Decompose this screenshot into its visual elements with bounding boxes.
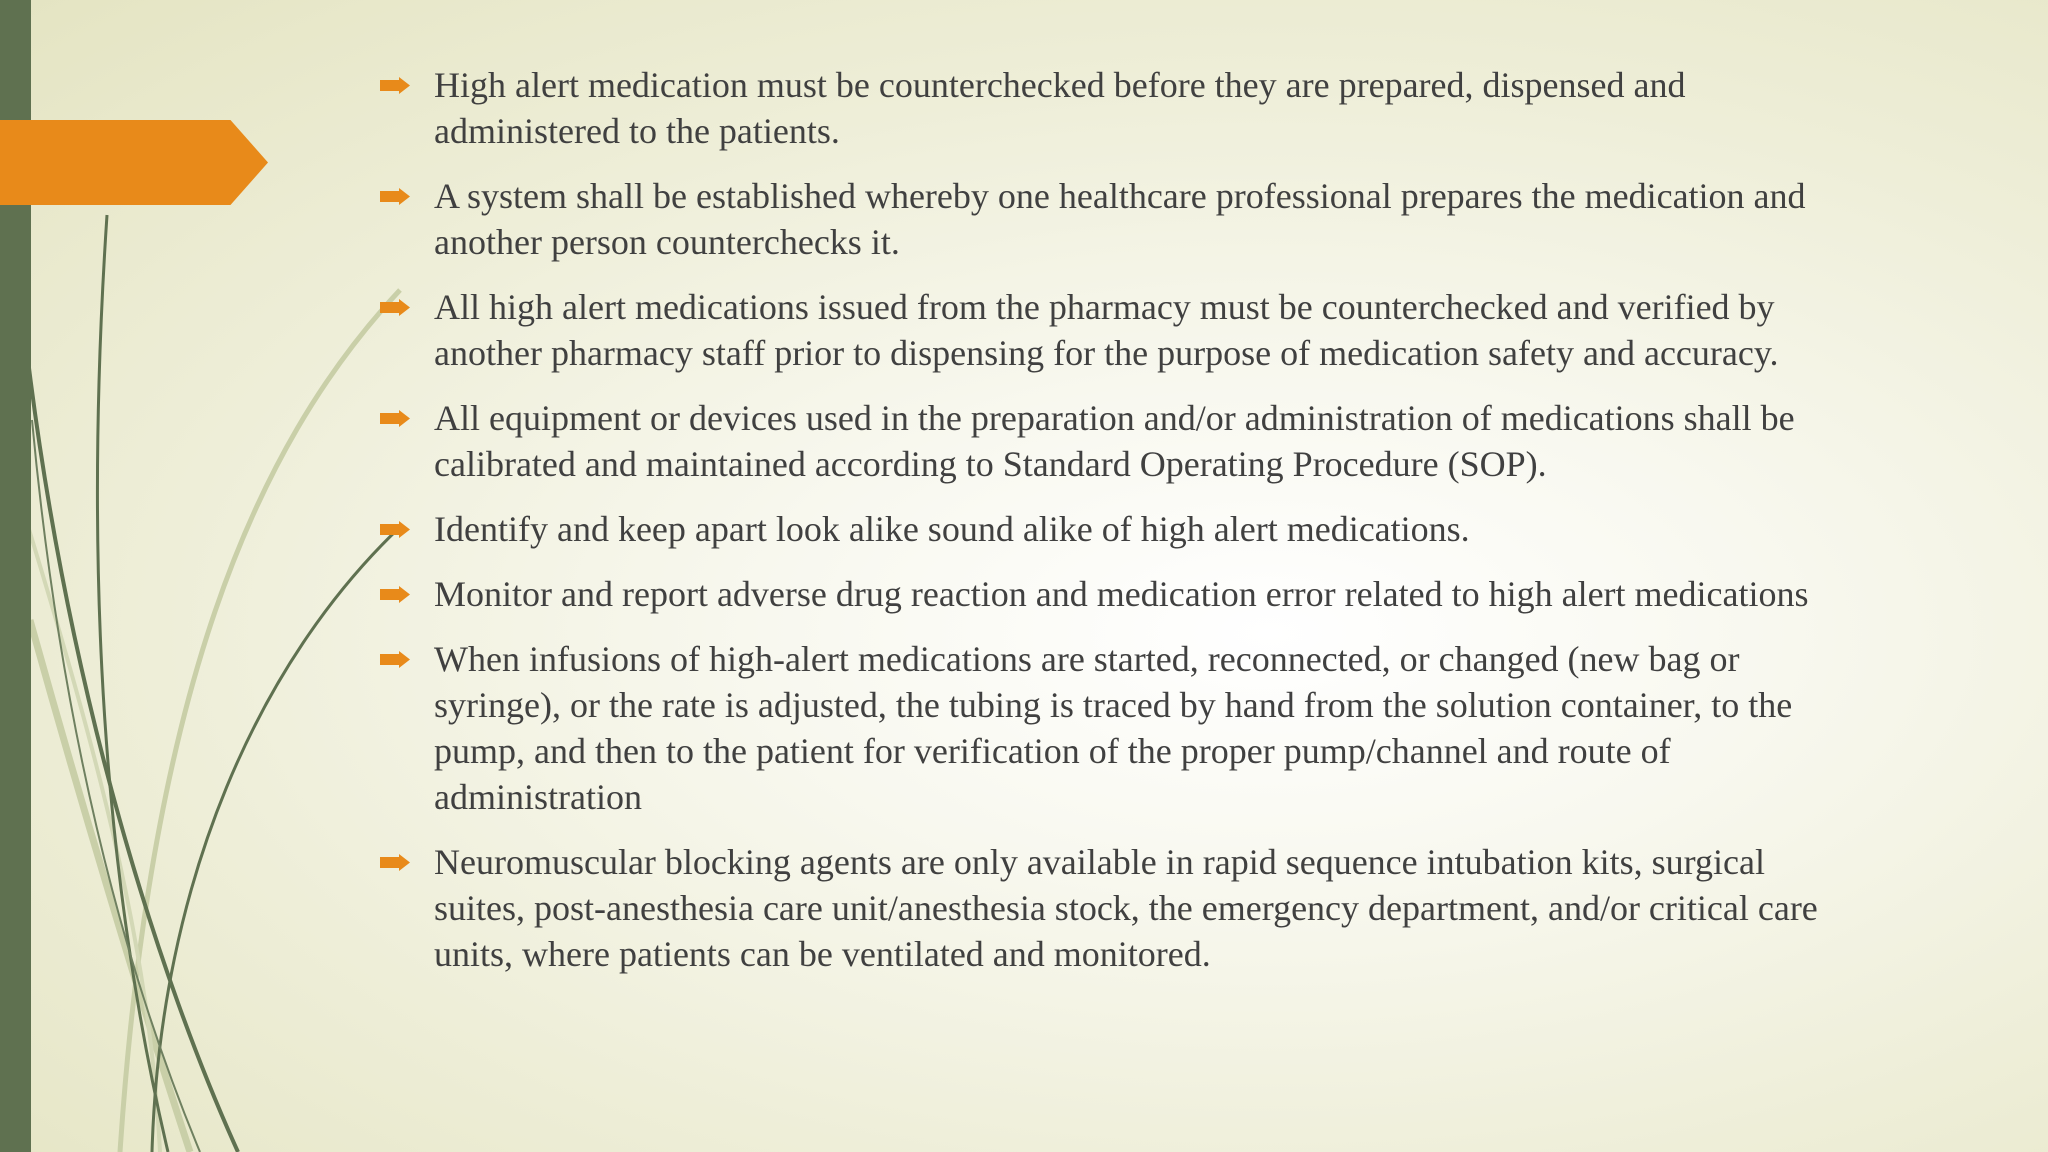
bullet-text: Neuromuscular blocking agents are only available in rapid sequence intubation kits, surgical suites, post-anesthesia care unit/anesthesia stock, the emergency department, and/or critical care units, where patients can be ventilated and monitored. — [434, 842, 1818, 974]
bullet-text: All equipment or devices used in the preparation and/or administration of medications shall be calibrated and maintained according to Standard Operating Procedure (SOP). — [434, 398, 1795, 484]
bullet-item — [380, 395, 1860, 487]
bullet-text: All high alert medications issued from the pharmacy must be counterchecked and verified by another pharmacy staff prior to dispensing for the purpose of medication safety and accuracy. — [434, 287, 1779, 373]
arrow-right-bullet-icon — [380, 410, 410, 427]
decor-line-4 — [32, 420, 200, 1152]
arrow-right-bullet-icon — [380, 77, 410, 94]
bullet-text: High alert medication must be counterchecked before they are prepared, dispensed and administered to the patients. — [434, 65, 1686, 151]
arrow-right-bullet-icon — [380, 854, 410, 871]
arrow-right-bullet-icon — [380, 651, 410, 668]
bullet-item — [380, 839, 1860, 977]
bullet-item — [380, 173, 1860, 265]
bullet-item — [380, 506, 1860, 552]
bullet-text: Identify and keep apart look alike sound alike of high alert medications. — [434, 509, 1470, 549]
bullet-text: A system shall be established whereby one healthcare professional prepares the medication and another person counterchecks it. — [434, 176, 1806, 262]
arrow-right-bullet-icon — [380, 299, 410, 316]
bullet-text: Monitor and report adverse drug reaction and medication error related to high alert medications — [434, 574, 1809, 614]
arrow-right-bullet-icon — [380, 521, 410, 538]
bullet-item — [380, 571, 1860, 617]
bullet-item — [380, 284, 1860, 376]
bullet-list — [380, 62, 1860, 996]
bullet-text: When infusions of high-alert medications are started, reconnected, or changed (new bag or syringe), or the rate is adjusted, the tubing is traced by hand from the solution container, to the pump, and then to the patient for verification of the proper pump/channel and route of administration — [434, 639, 1793, 817]
arrow-right-bullet-icon — [380, 586, 410, 603]
decor-line-3 — [152, 527, 400, 1152]
decor-line-faint-2 — [30, 620, 190, 1152]
arrow-right-bullet-icon — [380, 188, 410, 205]
decor-line-2 — [28, 360, 238, 1152]
bullet-item — [380, 636, 1860, 820]
orange-arrow-shape — [0, 120, 268, 205]
bullet-item — [380, 62, 1860, 154]
